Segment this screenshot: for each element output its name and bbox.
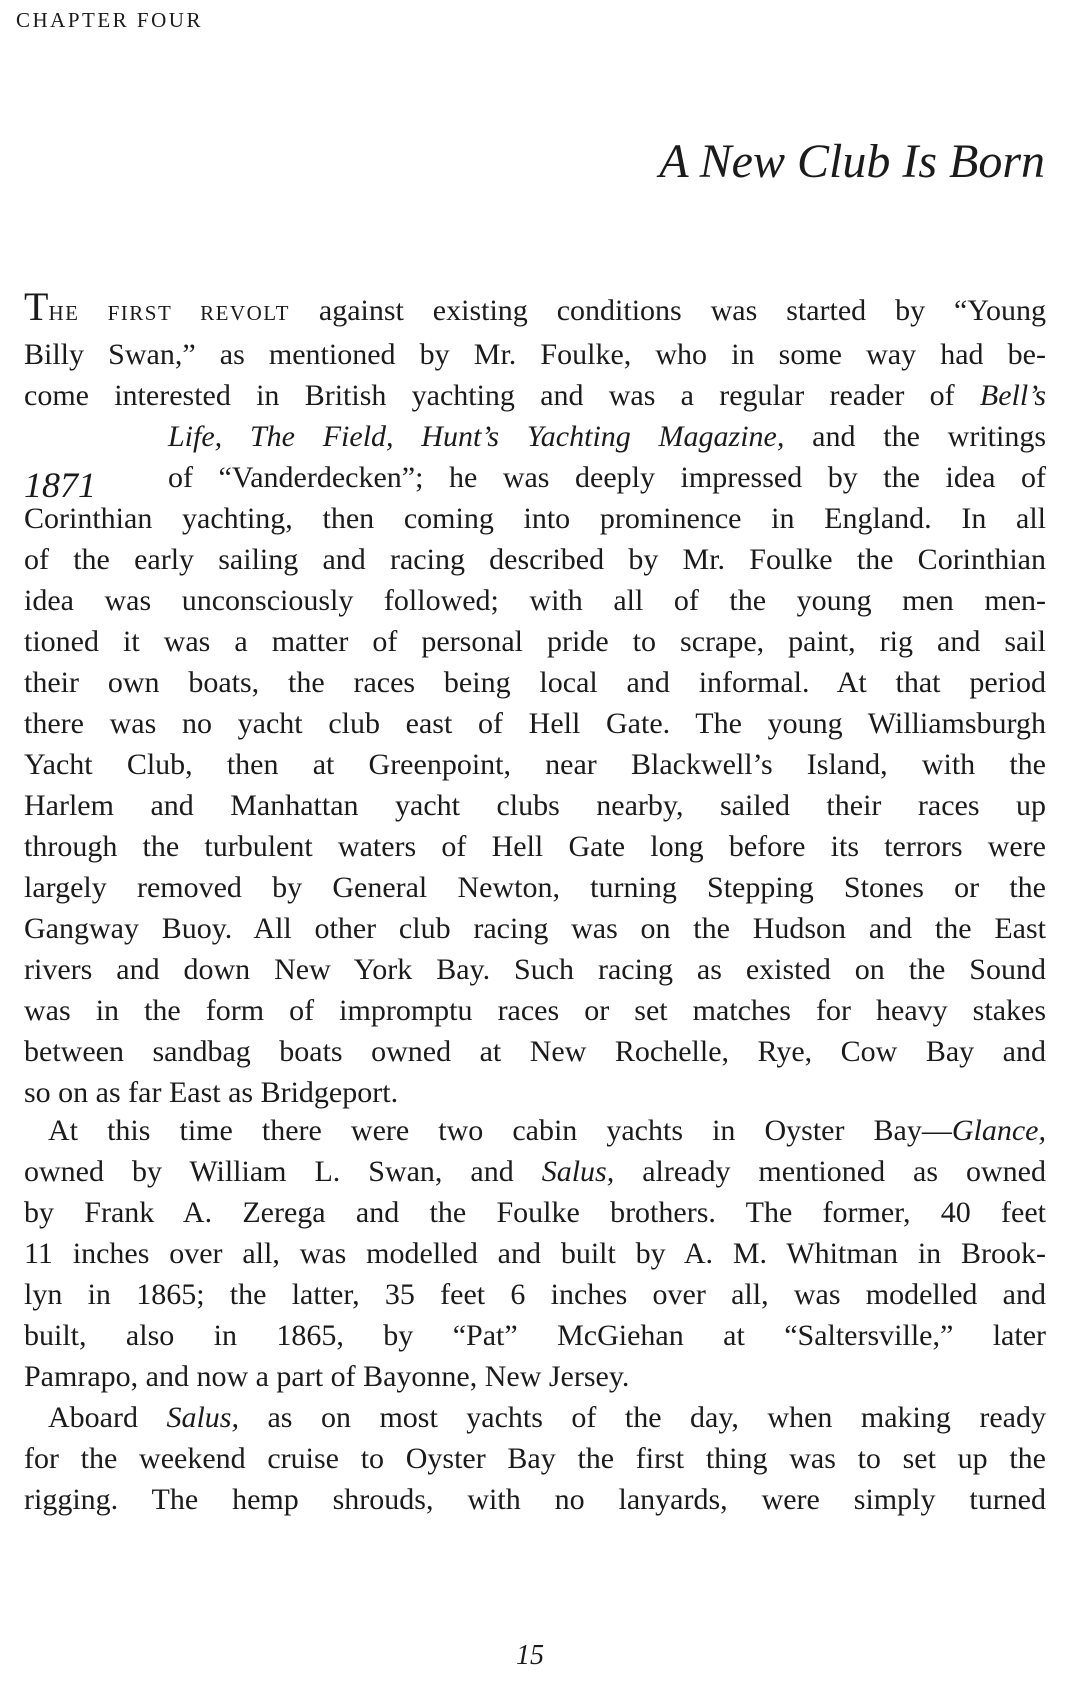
- text-span: owned by William L. Swan, and: [24, 1155, 542, 1188]
- text-line: idea was unconsciously followed; with all of the young men men-: [24, 584, 1046, 617]
- paragraph-1: [24, 284, 1046, 1113]
- text-span: come interested in British yachting and was a regular reader of: [24, 379, 980, 412]
- text-line: [24, 284, 1046, 334]
- margin-year-note: 1871: [24, 465, 96, 505]
- text-line: Gangway Buoy. All other club racing was on the Hudson and the East: [24, 912, 1046, 945]
- italic-yacht-name: Salus,: [541, 1155, 615, 1188]
- text-line: by Frank A. Zerega and the Foulke brothers. The former, 40 feet: [24, 1196, 1046, 1229]
- chapter-label: CHAPTER FOUR: [16, 8, 203, 32]
- paragraph-3: [24, 1397, 1046, 1520]
- paragraph-2: [24, 1110, 1046, 1397]
- text-line: lyn in 1865; the latter, 35 feet 6 inches over all, was modelled and: [24, 1278, 1046, 1311]
- text-line: Corinthian yachting, then coming into prominence in England. In all: [24, 502, 1046, 535]
- text-span: Aboard: [48, 1401, 167, 1434]
- text-line: [24, 1397, 1046, 1438]
- text-line: [24, 375, 1046, 416]
- text-line: of the early sailing and racing described by Mr. Foulke the Corinthian: [24, 543, 1046, 576]
- text-span: already mentioned as owned: [614, 1155, 1046, 1188]
- text-line: between sandbag boats owned at New Rochelle, Rye, Cow Bay and: [24, 1035, 1046, 1068]
- text-line: built, also in 1865, by “Pat” McGiehan at “Saltersville,” later: [24, 1319, 1046, 1352]
- italic-titles: Life, The Field, Hunt’s Yachting Magazine,: [168, 420, 785, 453]
- text-line: so on as far East as Bridgeport.: [24, 1076, 399, 1109]
- drop-cap: T: [24, 284, 49, 329]
- text-line: was in the form of impromptu races or set matches for heavy stakes: [24, 994, 1046, 1027]
- text-line: of “Vanderdecken”; he was deeply impressed by the idea of: [168, 461, 1046, 494]
- text-line: [24, 416, 1046, 457]
- text-line: through the turbulent waters of Hell Gate long before its terrors were: [24, 830, 1046, 863]
- text-line: rigging. The hemp shrouds, with no lanyards, were simply turned: [24, 1483, 1046, 1516]
- text-line: [24, 1110, 1046, 1151]
- page-number: 15: [516, 1640, 544, 1671]
- text-line: Billy Swan,” as mentioned by Mr. Foulke, who in some way had be-: [24, 338, 1046, 371]
- text-line: largely removed by General Newton, turning Stepping Stones or the: [24, 871, 1046, 904]
- text-line: [24, 1151, 1046, 1192]
- italic-title: Bell’s: [979, 379, 1046, 412]
- text-line: rivers and down New York Bay. Such racing as existed on the Sound: [24, 953, 1046, 986]
- chapter-title: A New Club Is Born: [659, 135, 1045, 188]
- text-line: there was no yacht club east of Hell Gate. The young Williamsburgh: [24, 707, 1046, 740]
- text-line: Harlem and Manhattan yacht clubs nearby, sailed their races up: [24, 789, 1046, 822]
- text-line: tioned it was a matter of personal pride to scrape, paint, rig and sail: [24, 625, 1046, 658]
- text-span: and the writings: [784, 420, 1046, 453]
- text-span: against existing conditions was started by “Young: [289, 294, 1046, 327]
- italic-yacht-name: Salus,: [166, 1401, 239, 1434]
- text-span: as on most yachts of the day, when making ready: [238, 1401, 1046, 1434]
- text-line: their own boats, the races being local and informal. At that period: [24, 666, 1046, 699]
- small-caps-lead: HE FIRST REVOLT: [48, 301, 290, 325]
- text-line: Yacht Club, then at Greenpoint, near Blackwell’s Island, with the: [24, 748, 1046, 781]
- text-line: 11 inches over all, was modelled and built by A. M. Whitman in Brook-: [24, 1237, 1046, 1270]
- italic-yacht-name: Glance,: [951, 1114, 1046, 1147]
- text-line: for the weekend cruise to Oyster Bay the first thing was to set up the: [24, 1442, 1046, 1475]
- text-span: At this time there were two cabin yachts in Oyster Bay—: [48, 1114, 952, 1147]
- text-line: Pamrapo, and now a part of Bayonne, New Jersey.: [24, 1360, 630, 1393]
